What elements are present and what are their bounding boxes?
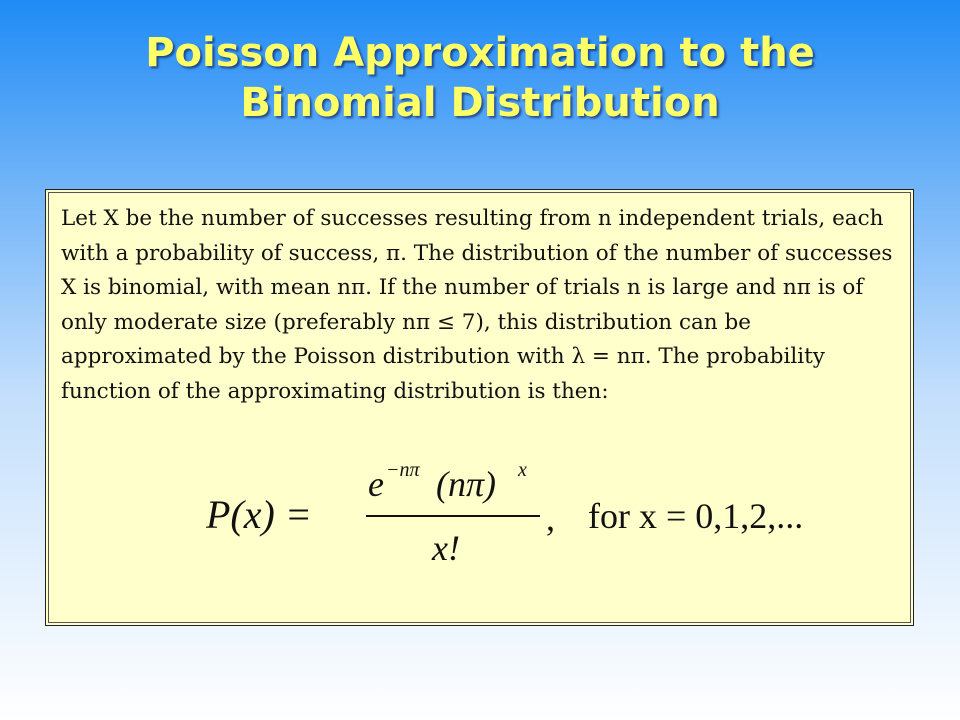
title-line-1: Poisson Approximation to the — [145, 30, 815, 76]
formula-lhs: P(x) = — [206, 492, 312, 537]
formula-condition: for x = 0,1,2,... — [588, 496, 804, 536]
poisson-formula — [206, 460, 846, 590]
formula-graphic — [206, 460, 846, 590]
title-line-2: Binomial Distribution — [240, 80, 720, 126]
formula-numerator-power: x — [518, 460, 527, 481]
definition-paragraph: Let X be the number of successes resulting from n independent trials, each with a probability of success, π. The distribution of the number of successes X is binomial, with mean nπ. If the number of trials n is large and nπ is of only moderate size (preferably nπ ≤ 7), this distribution can be approximated by the Poisson distribution with λ = nπ. The probability function of the approximating distribution is then: — [61, 206, 893, 404]
formula-denominator: x! — [432, 528, 460, 568]
formula-numerator-base: e — [368, 464, 384, 504]
formula-comma: , — [546, 498, 555, 538]
formula-numerator-rest: (nπ) — [436, 464, 497, 504]
content-box — [45, 189, 914, 626]
slide-title — [0, 28, 960, 128]
formula-numerator-exponent: −nπ — [386, 460, 420, 481]
